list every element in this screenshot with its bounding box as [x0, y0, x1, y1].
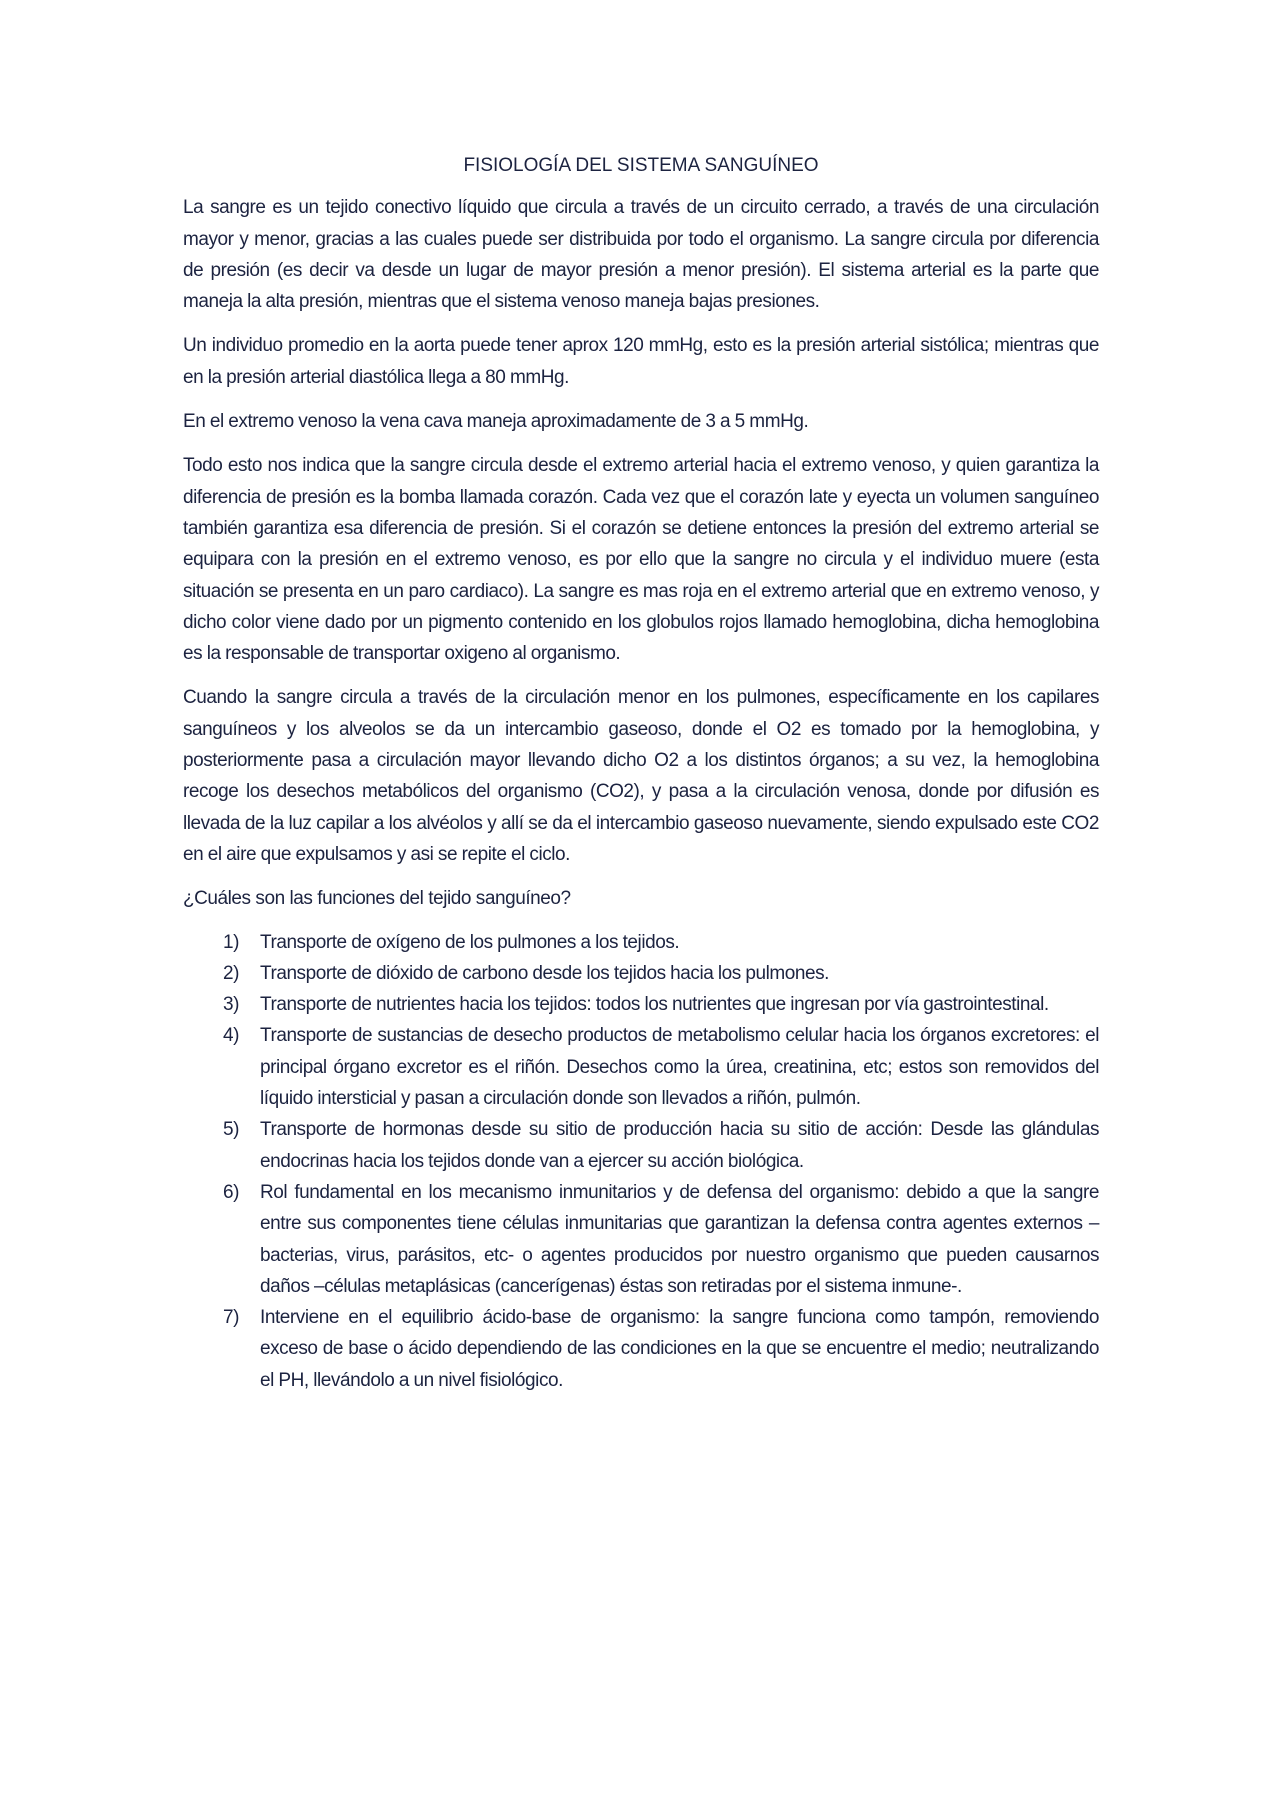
list-item: [183, 989, 1099, 1020]
list-item-text: Interviene en el equilibrio ácido-base de organismo: la sangre funciona como tampón, removiendo exceso de base o ácido dependiendo de las condiciones en la que se encuentre el medio; neutralizando el PH, llevándolo a un nivel fisiológico.: [260, 1307, 1099, 1391]
list-item-number: 6): [223, 1181, 239, 1203]
list-item: [183, 958, 1099, 989]
paragraph-heart-pump: Todo esto nos indica que la sangre circula desde el extremo arterial hacia el extremo venoso, y quien garantiza la diferencia de presión es la bomba llamada corazón. Cada vez que el corazón late y eyecta un volumen sanguíneo también garantiza esa diferencia de presión. Si el corazón se detiene entonces la presión del extremo arterial se equipara con la presión en el extremo venoso, es por ello que la sangre no circula y el individuo muere (esta situación se presenta en un paro cardiaco). La sangre es mas roja en el extremo arterial que en extremo venoso, y dicho color viene dado por un pigmento contenido en los globulos rojos llamado hemoglobina, dicha hemoglobina es la responsable de transportar oxigeno al organismo.: [183, 455, 1099, 665]
paragraph-venous-pressure: En el extremo venoso la vena cava maneja aproximadamente de 3 a 5 mmHg.: [183, 411, 809, 433]
paragraph-gas-exchange: Cuando la sangre circula a través de la circulación menor en los pulmones, específicamente en los capilares sanguíneos y los alveolos se da un intercambio gaseoso, donde el O2 es tomado por la hemoglobina, y posteriormente pasa a circulación mayor llevando dicho O2 a los distintos órganos; a su vez, la hemoglobina recoge los desechos metabólicos del organismo (CO2), y pasa a la circulación venosa, donde por difusión es llevada de la luz capilar a los alvéolos y allí se da el intercambio gaseoso nuevamente, siendo expulsado este CO2 en el aire que expulsamos y asi se repite el ciclo.: [183, 687, 1099, 865]
list-item-number: 5): [223, 1119, 239, 1141]
list-item: [183, 1302, 1099, 1396]
list-item-number: 4): [223, 1025, 239, 1047]
paragraph-blood-definition: La sangre es un tejido conectivo líquido que circula a través de un circuito cerrado, a través de una circulación mayor y menor, gracias a las cuales puede ser distribuida por todo el organismo. La sangre circula por diferencia de presión (es decir va desde un lugar de mayor presión a menor presión). El sistema arterial es la parte que maneja la alta presión, mientras que el sistema venoso maneja bajas presiones.: [183, 197, 1099, 313]
list-item-number: 7): [223, 1307, 239, 1329]
list-item-text: Transporte de hormonas desde su sitio de producción hacia su sitio de acción: Desde las glándulas endocrinas hacia los tejidos donde van a ejercer su acción biológica.: [260, 1119, 1099, 1172]
paragraph-arterial-pressure: Un individuo promedio en la aorta puede tener aprox 120 mmHg, esto es la presión arterial sistólica; mientras que en la presión arterial diastólica llega a 80 mmHg.: [183, 335, 1099, 388]
list-item-text: Transporte de oxígeno de los pulmones a los tejidos.: [260, 931, 680, 953]
list-item: [183, 1020, 1099, 1114]
list-item-text: Transporte de dióxido de carbono desde los tejidos hacia los pulmones.: [260, 962, 829, 984]
list-item-number: 2): [223, 962, 239, 984]
list-item: [183, 1177, 1099, 1302]
list-item-text: Rol fundamental en los mecanismo inmunitarios y de defensa del organismo: debido a que la sangre entre sus componentes tiene células inmunitarias que garantizan la defensa contra agentes externos –bacterias, virus, parásitos, etc- o agentes producidos por nuestro organismo que pueden causarnos daños –células metaplásicas (cancerígenas) éstas son retiradas por el sistema inmune-.: [260, 1181, 1099, 1297]
list-item-text: Transporte de nutrientes hacia los tejidos: todos los nutrientes que ingresan por vía gastrointestinal.: [260, 994, 1049, 1016]
document-body: [183, 150, 1099, 1396]
list-item-text: Transporte de sustancias de desecho productos de metabolismo celular hacia los órganos excretores: el principal órgano excretor es el riñón. Desechos como la úrea, creatinina, etc; estos son removidos del líquido intersticial y pasan a circulación donde son llevados a riñón, pulmón.: [260, 1025, 1099, 1110]
list-item-number: 3): [223, 994, 239, 1016]
list-item: [183, 1114, 1099, 1177]
list-item-number: 1): [223, 931, 239, 953]
list-item: [183, 927, 1099, 958]
functions-list: [183, 927, 1099, 1396]
functions-question: ¿Cuáles son las funciones del tejido sanguíneo?: [183, 888, 571, 910]
document-title: FISIOLOGÍA DEL SISTEMA SANGUÍNEO: [463, 155, 819, 176]
